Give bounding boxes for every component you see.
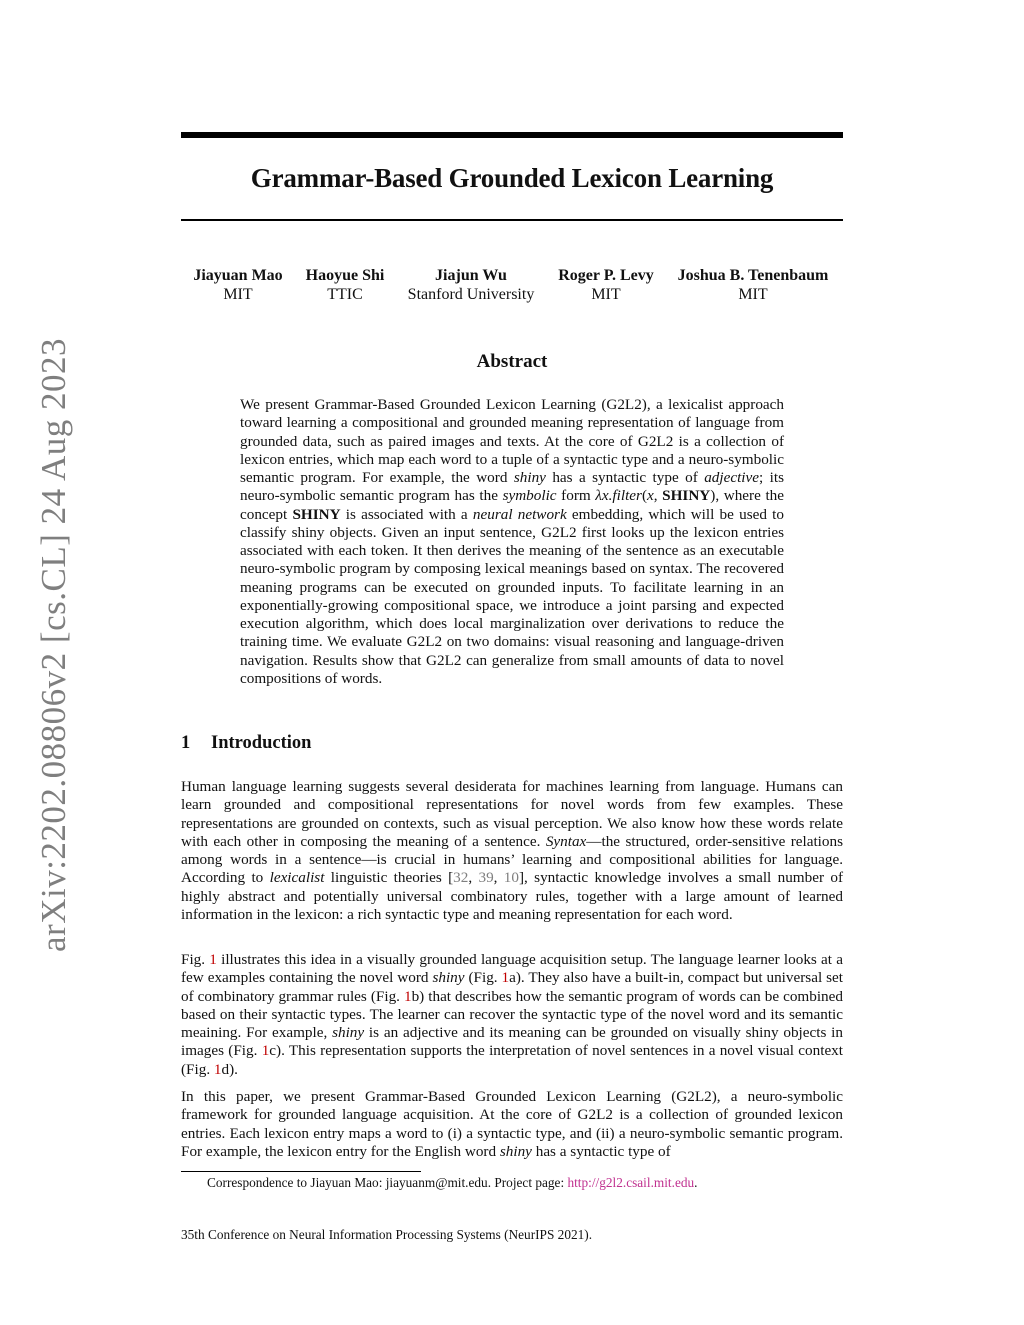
para-emph: shiny — [432, 969, 465, 987]
author-block-1 — [180, 266, 296, 304]
author-name: Jiayuan Mao — [193, 267, 283, 284]
intro-paragraph-1 — [181, 778, 843, 924]
figure-ref-link[interactable]: 1 — [261, 1042, 270, 1060]
abstract-concept: SHINY — [662, 487, 711, 505]
figure-ref-link[interactable]: 1 — [501, 969, 510, 987]
author-name: Roger P. Levy — [558, 267, 654, 284]
abstract-text: form — [556, 487, 596, 505]
paper-title: Grammar-Based Grounded Lexicon Learning — [250, 163, 774, 193]
abstract-heading: Abstract — [476, 351, 548, 372]
citation-link[interactable]: 32 — [453, 869, 469, 887]
abstract-math: x — [647, 487, 654, 505]
arxiv-sidebar-stamp: arXiv:2202.08806v2 [cs.CL] 24 Aug 2023 — [34, 338, 73, 952]
abstract-emph: shiny — [513, 469, 546, 486]
footnote-text: . — [694, 1175, 698, 1190]
author-block-4 — [551, 266, 661, 304]
para-text: (Fig. — [464, 969, 502, 987]
para-emph: lexicalist — [269, 869, 325, 887]
footnote-rule — [181, 1171, 421, 1172]
abstract-text: has a syntactic type of — [545, 469, 705, 486]
figure-ref-link[interactable]: 1 — [403, 987, 412, 1005]
title-top-rule — [181, 132, 843, 138]
footnote-text: Correspondence to Jiayuan Mao: jiayuanm@mit.edu. Project page: — [207, 1175, 568, 1190]
para-emph: shiny — [332, 1024, 365, 1041]
author-affiliation: MIT — [591, 286, 621, 303]
venue-note: 35th Conference on Neural Information Processing Systems (NeurIPS 2021). — [181, 1227, 593, 1242]
para-text: a). They also have a built-in, compact but universal set of combinatory grammar rules (Fig. — [181, 969, 843, 1005]
figure-ref-link[interactable]: 1 — [213, 1060, 222, 1078]
abstract-emph: adjective — [704, 469, 759, 486]
para-text: In this paper, we present Grammar-Based Grounded Lexicon Learning (G2L2), a neuro-symbolic framework for grounded language acquisition. At the core of G2L2 is a collection of grounded lexicon entries. Each lexicon entry maps a word to (i) a syntactic type, and (ii) a neuro-symbolic semantic program. For example, the lexicon entry for the English word — [181, 1088, 843, 1160]
para-emph: Syntax — [545, 832, 587, 850]
para-text: illustrates this idea in a visually grounded language acquisition setup. The language learner looks at a few examples containing the novel word — [181, 951, 843, 987]
abstract-text: We present Grammar-Based Grounded Lexicon Learning (G2L2), a lexicalist approach toward learning a compositional and grounded meaning representation of language from grounded data, such as paired images and texts. At the core of G2L2 is a collection of lexicon entries, which map each word to a tuple of a syntactic type and a neuro-symbolic semantic program. For example, the word — [240, 396, 784, 486]
abstract-emph: symbolic — [502, 487, 557, 505]
para-emph: shiny — [499, 1142, 532, 1160]
section-heading-introduction — [181, 733, 311, 754]
para-text: , — [468, 869, 479, 887]
para-text: , — [493, 869, 504, 887]
author-name: Jiajun Wu — [435, 267, 507, 284]
abstract-body — [240, 396, 784, 688]
para-text: linguistic theories [ — [324, 869, 454, 887]
para-text: Fig. — [181, 951, 210, 968]
para-text: Human language learning suggests several desiderata for machines learning from language. Humans can learn grounded and compositional representations for novel words from few examples. These representations are grounded on contexts, such as visual perception. We also know how these words relate with each other in composing the meaning of a sentence. — [181, 778, 843, 850]
figure-ref-link[interactable]: 1 — [209, 951, 217, 968]
author-name: Joshua B. Tenenbaum — [677, 267, 829, 284]
author-block-2 — [295, 266, 395, 304]
abstract-concept: SHINY — [292, 505, 341, 523]
author-affiliation: MIT — [738, 286, 768, 303]
abstract-emph: neural network — [472, 505, 567, 523]
para-text: —the structured, order-sensitive relations among words in a sentence—is crucial in humans’ learning and compositional abilities for language. According to — [181, 832, 844, 887]
footnote — [207, 1175, 697, 1191]
abstract-text: ), where the concept — [240, 487, 784, 523]
para-text: c). This representation supports the interpretation of novel sentences in a novel visual context (Fig. — [181, 1042, 843, 1078]
abstract-text: embedding, which will be used to classify shiny objects. Given an input sentence, G2L2 first looks up the lexicon entries associated with each token. It then derives the meaning of the sentence as an executable neuro-symbolic program by composing lexical meanings based on syntax. The recovered meaning programs can be executed on grounded inputs. To facilitate learning in an exponentially-growing compositional space, we introduce a joint parsing and expected execution algorithm, which does local marginalization over derivations to reduce the training time. We evaluate G2L2 on two domains: visual reasoning and language-driven navigation. Results show that G2L2 can generalize from small amounts of data to novel compositions of words. — [240, 505, 784, 687]
project-page-link[interactable]: http://g2l2.csail.mit.edu — [567, 1175, 695, 1190]
abstract-math: λx.filter — [595, 487, 642, 505]
abstract-text: ( — [641, 487, 648, 505]
abstract-text: , — [653, 487, 663, 505]
author-affiliation: Stanford University — [407, 286, 535, 303]
author-block-3 — [396, 266, 546, 304]
para-text: d). — [221, 1060, 238, 1078]
author-name: Haoyue Shi — [305, 267, 385, 284]
para-text: is an adjective and its meaning can be grounded on visually shiny objects in images (Fig. — [181, 1024, 843, 1060]
para-text: ], syntactic knowledge involves a small number of highly abstract and potentially universal combinatory rules, together with a large amount of learned information in the lexicon: a rich syntactic type and meaning representation for each word. — [181, 869, 844, 923]
author-affiliation: TTIC — [327, 286, 363, 303]
intro-paragraph-2 — [181, 951, 843, 1079]
section-number: 1 — [181, 733, 191, 753]
intro-paragraph-3 — [181, 1088, 843, 1161]
citation-link[interactable]: 10 — [503, 869, 519, 887]
citation-link[interactable]: 39 — [478, 869, 494, 887]
para-text: has a syntactic type of — [531, 1142, 671, 1160]
para-text: b) that describes how the semantic program of words can be combined based on their syntactic types. The learner can recover the syntactic type of the novel word and its semantic meaining. For example, — [181, 987, 843, 1041]
author-block-5 — [668, 266, 838, 304]
title-bottom-rule — [181, 219, 843, 221]
abstract-text: ; its neuro-symbolic semantic program has the — [240, 469, 784, 505]
author-affiliation: MIT — [223, 286, 253, 303]
abstract-text: is associated with a — [340, 505, 473, 523]
section-title: Introduction — [211, 733, 312, 753]
